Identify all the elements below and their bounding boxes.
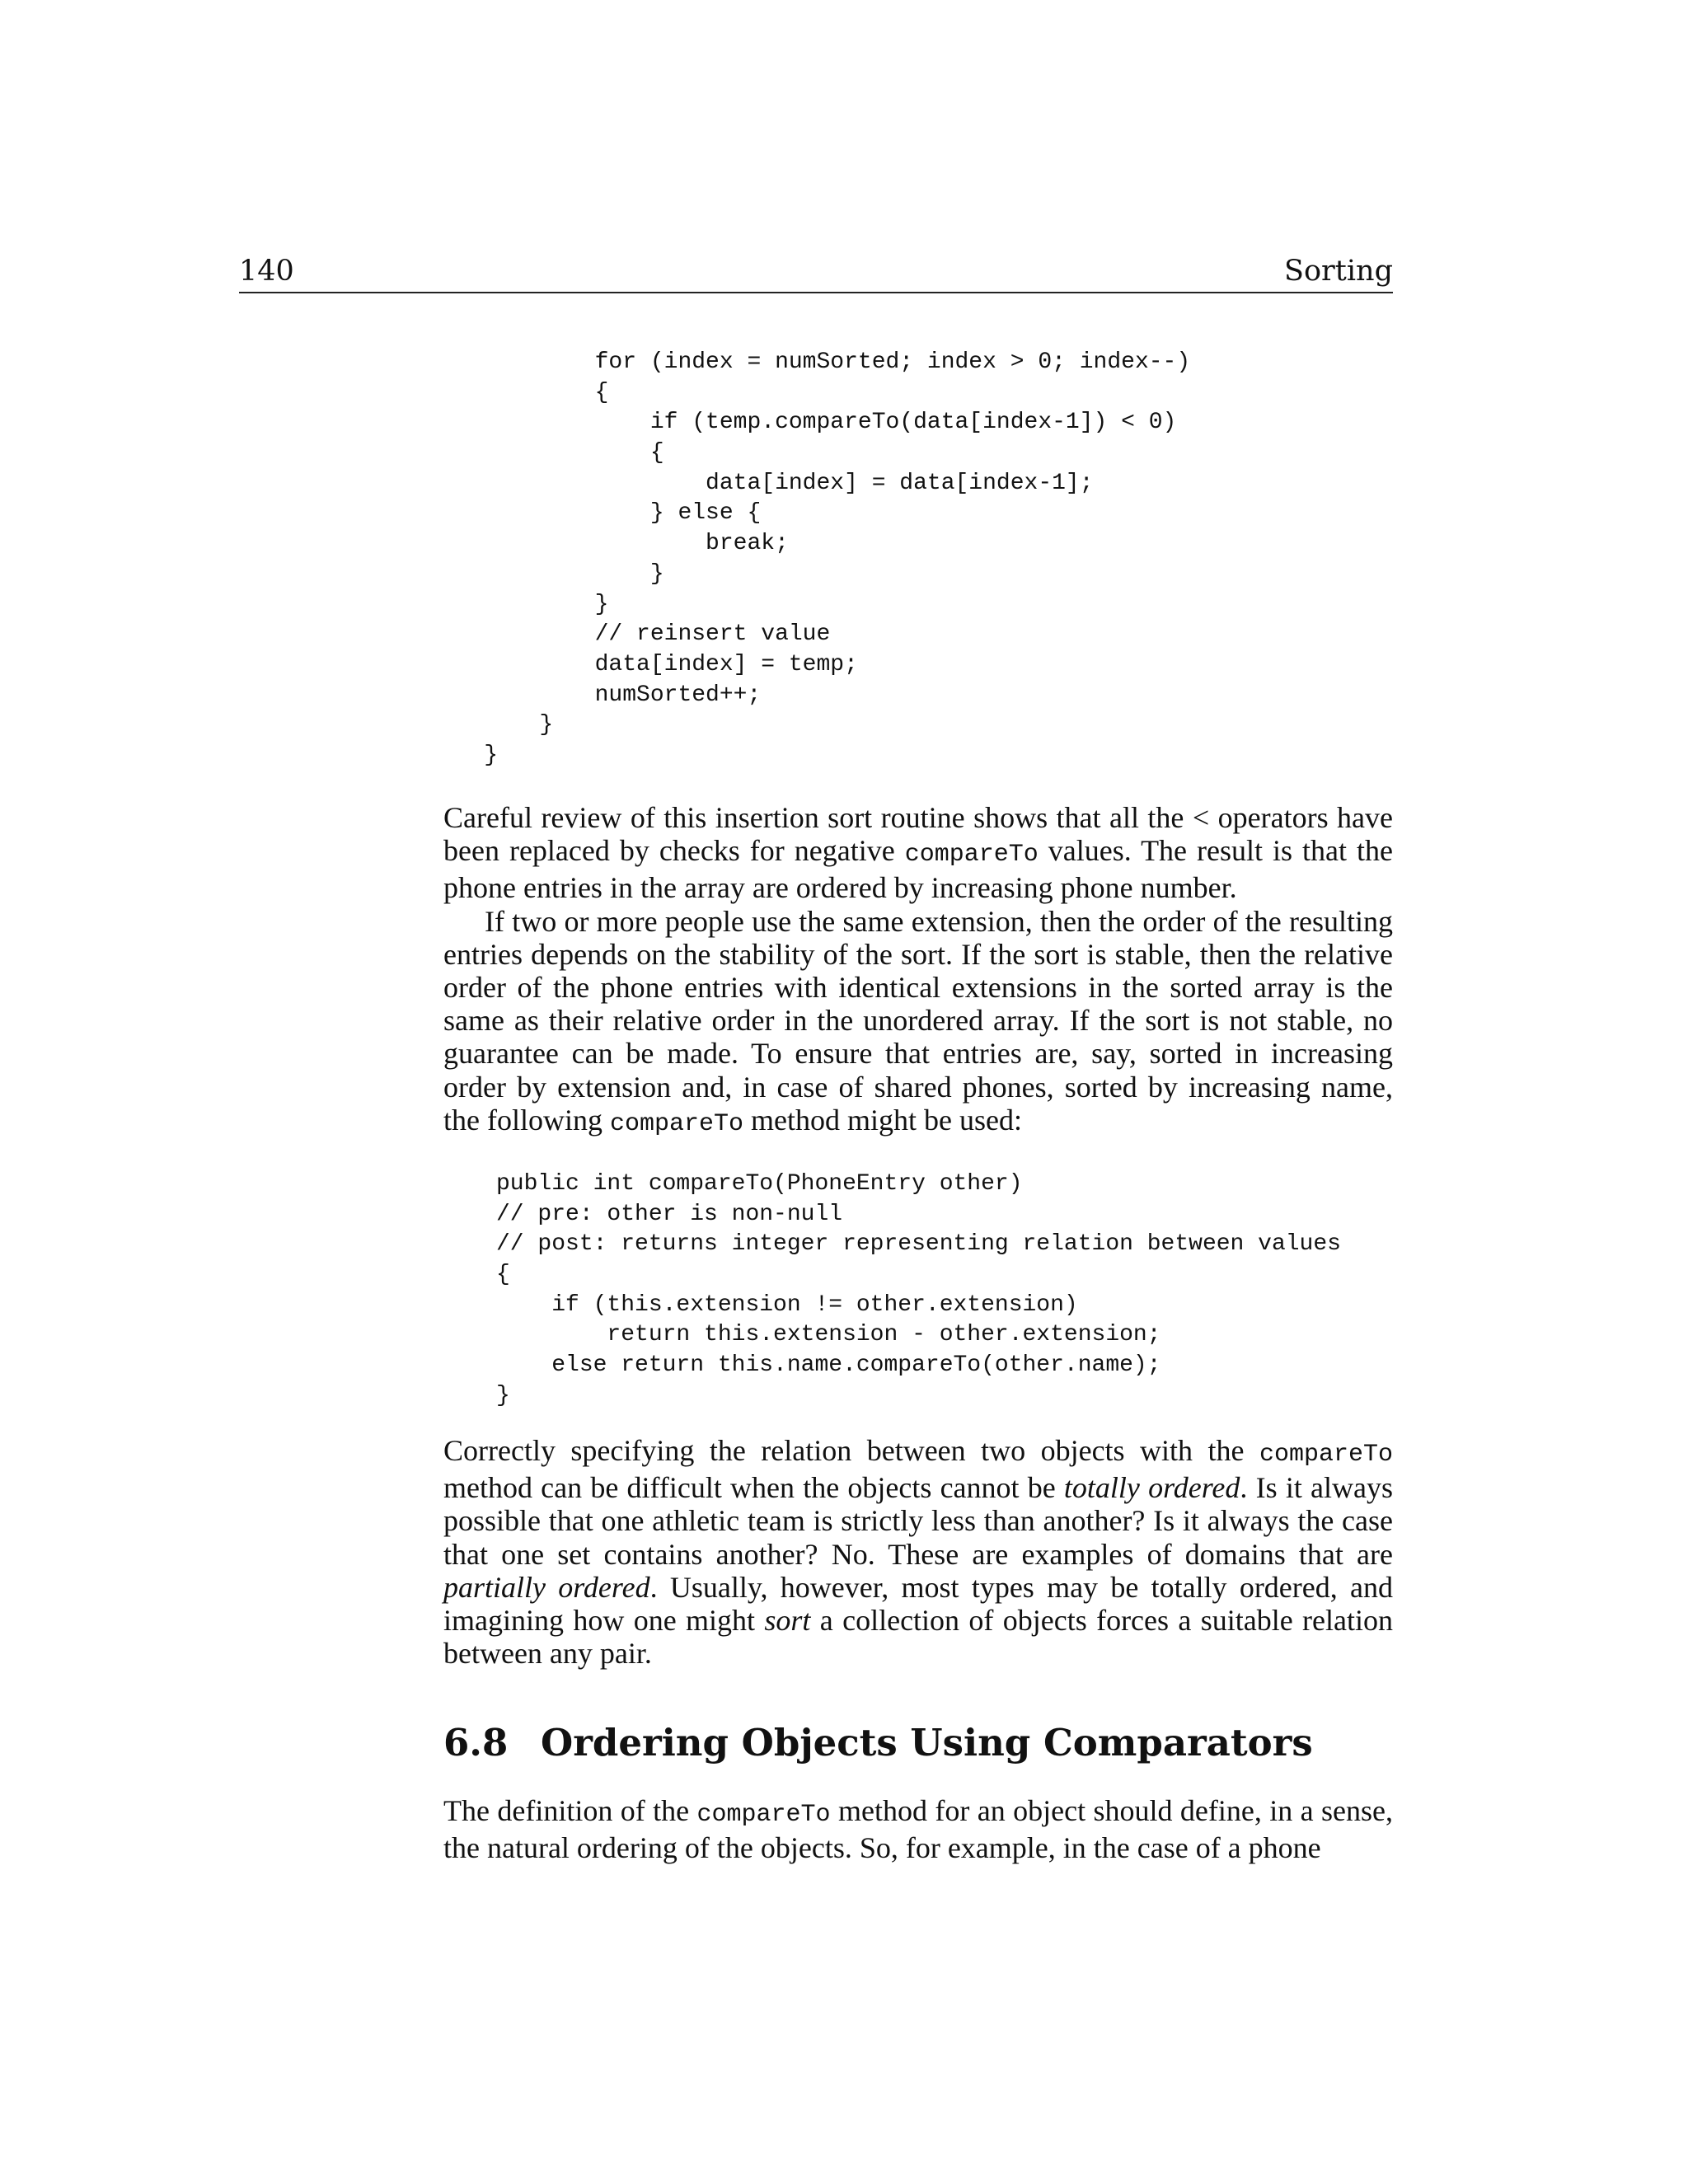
text-run: method for an object should define, in a sense, the natural ordering of the objects. So, for example, in the case of a phone bbox=[443, 1794, 1393, 1865]
text-run: values. The result is that the phone entries in the array are ordered by increasing phone number. bbox=[443, 834, 1393, 905]
section-title: Ordering Objects Using Comparators bbox=[541, 1721, 1313, 1765]
paragraph-stability bbox=[443, 905, 1393, 1141]
emphasis: totally ordered bbox=[1063, 1471, 1240, 1505]
body-text-lower bbox=[443, 1794, 1393, 1864]
text-run: . Usually, however, most types may be totally ordered, and imagining how one might bbox=[443, 1570, 1393, 1638]
emphasis: sort bbox=[764, 1604, 811, 1638]
code-line: // reinsert value bbox=[429, 621, 831, 648]
code-line: } else { bbox=[429, 500, 762, 527]
code-line: break; bbox=[429, 531, 789, 557]
code-block-compareto bbox=[496, 1169, 1341, 1412]
page-number: 140 bbox=[239, 255, 294, 288]
paragraph-insertion-review bbox=[443, 801, 1393, 905]
code-line: } bbox=[429, 712, 554, 738]
text-run: Correctly specifying the relation between two objects with the bbox=[443, 1434, 1259, 1467]
inline-code: compareTo bbox=[609, 1109, 744, 1138]
code-line: { bbox=[429, 440, 664, 466]
text-run: If two or more people use the same extension, then the order of the resulting entries depends on the stability of the sort. If the sort is stable, then the relative order of the phone entries with identical extensions in the sorted array is the same as their relative order in the unordered array. If the sort is not stable, no guarantee can be made. To ensure that entries are, say, sorted in increasing order by extension and, in case of shared phones, sorted by increasing name, the following bbox=[443, 904, 1393, 1137]
body-text-middle bbox=[443, 1434, 1393, 1670]
text-run: method might be used: bbox=[743, 1103, 1022, 1137]
code-line: } bbox=[429, 591, 609, 617]
code-line: } bbox=[429, 742, 499, 768]
body-text-upper bbox=[443, 801, 1393, 1141]
running-head bbox=[239, 251, 1393, 293]
text-run: Careful review of this insertion sort routine shows that all the < operators have been replaced by checks for negative bbox=[443, 801, 1393, 868]
code-line: if (temp.compareTo(data[index-1]) < 0) bbox=[429, 410, 1177, 436]
code-line: data[index] = temp; bbox=[429, 651, 858, 677]
paragraph-natural-ordering bbox=[443, 1794, 1393, 1864]
code-block-insertion-sort bbox=[429, 348, 1190, 771]
code-line: // post: returns integer representing relation between values bbox=[496, 1231, 1341, 1258]
code-line: for (index = numSorted; index > 0; index--) bbox=[429, 349, 1191, 375]
text-run: method can be difficult when the objects cannot be bbox=[443, 1471, 1064, 1505]
paragraph-total-ordering bbox=[443, 1434, 1393, 1670]
code-line: { bbox=[429, 379, 609, 405]
code-line: } bbox=[429, 560, 664, 587]
inline-code: compareTo bbox=[1259, 1441, 1393, 1469]
section-heading bbox=[443, 1718, 1393, 1768]
code-line: if (this.extension != other.extension) bbox=[496, 1291, 1078, 1318]
inline-code: compareTo bbox=[904, 841, 1039, 869]
inline-code: compareTo bbox=[696, 1801, 831, 1829]
code-line: } bbox=[496, 1382, 510, 1408]
text-run: a collection of objects forces a suitable relation between any pair. bbox=[443, 1604, 1393, 1671]
chapter-title: Sorting bbox=[1284, 255, 1393, 288]
emphasis: partially ordered bbox=[443, 1570, 650, 1604]
text-run: . Is it always possible that one athletic team is strictly less than another? Is it always the case that one set contains another? No. These are examples of domains that are bbox=[443, 1471, 1393, 1571]
code-line: data[index] = data[index-1]; bbox=[429, 470, 1094, 496]
code-line: // pre: other is non-null bbox=[496, 1201, 843, 1227]
code-line: public int compareTo(PhoneEntry other) bbox=[496, 1171, 1023, 1197]
text-run: The definition of the bbox=[443, 1794, 697, 1827]
code-line: return this.extension - other.extension; bbox=[496, 1322, 1161, 1348]
code-line: else return this.name.compareTo(other.name); bbox=[496, 1352, 1161, 1379]
code-line: numSorted++; bbox=[429, 682, 762, 708]
section-number: 6.8 bbox=[443, 1721, 509, 1765]
code-line: { bbox=[496, 1262, 510, 1288]
